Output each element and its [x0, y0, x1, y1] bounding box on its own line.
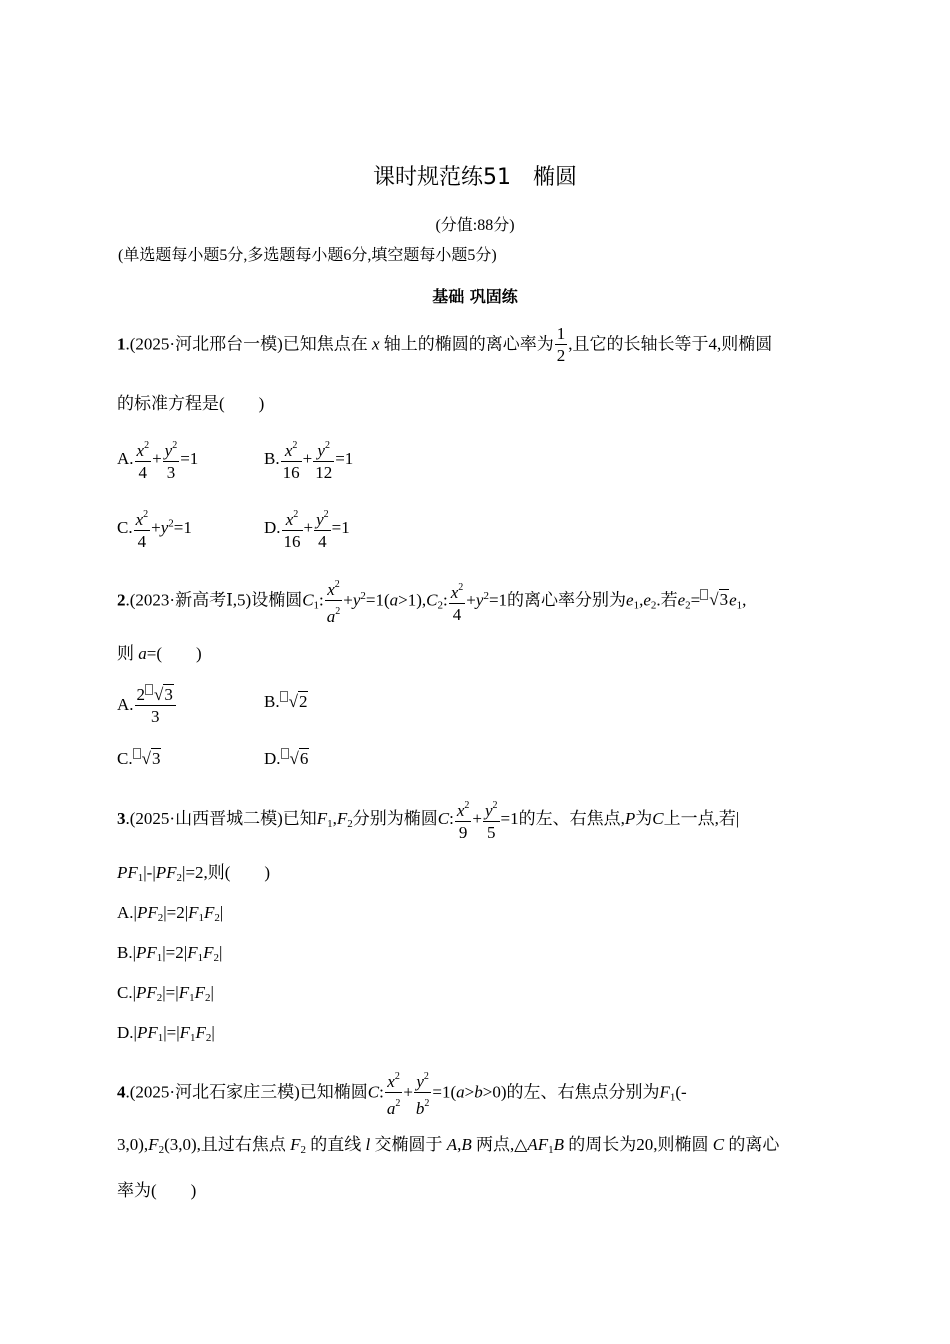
q2-option-a[interactable]: A. $\frac{2 √3}{3}$ [117, 684, 177, 728]
q2-line2: 则 a=( ) [117, 644, 202, 663]
q1-option-b[interactable]: B. $\frac{x^2}{16}$ + $\frac{y^2}{12}$ =1 [264, 436, 353, 484]
q1-option-a[interactable]: A. $\frac{x^2}{4}$ + $\frac{y^2}{3}$ =1 [117, 436, 198, 484]
q1-number: 1 [117, 334, 126, 354]
q2-option-d[interactable]: D. √6 [264, 749, 309, 768]
q4-line2: $3,0),F_2(3,0)$,且过右焦点 $F_2$ 的直线 l 交椭圆于 A,B 两点$,\triangle AF_1B$ 的周长为20,则椭圆 C 的离心 [117, 1135, 780, 1156]
q3-option-d[interactable]: $D.|PF_1|=|F_1F_2|$ [117, 1023, 215, 1044]
q2-number: 2 [117, 590, 126, 610]
q2-option-b[interactable]: B. √2 [264, 692, 308, 711]
q2-option-c[interactable]: C. √3 [117, 749, 161, 768]
scoring-rules: (单选题每小题5分,多选题每小题6分,填空题每小题5分) [118, 247, 497, 264]
q3-line2: $PF_1|-|PF_2|=2$,则( ) [117, 863, 271, 884]
q1-option-c[interactable]: C. $\frac{x^2}{4}$ $+y^2=1$ [117, 505, 192, 553]
page-title: 课时规范练51 椭圆 [373, 165, 577, 190]
q3-option-a[interactable]: $A.|PF_2|=2|F_1F_2|$ [117, 903, 224, 924]
section-heading: 基础 巩固练 [432, 287, 518, 306]
q4-line3: 率为( ) [117, 1181, 197, 1200]
q1-line1: 1.(2025·河北邢台一模)已知焦点在 x 轴上的椭圆的离心率为 $\frac{1}{2}$ ,且它的长轴长等于4,则椭圆 [117, 324, 773, 365]
q3-number: 3 [117, 808, 126, 828]
q2-line1: 2.(2023·新高考Ⅰ,5)设椭圆$C_1$: $\frac{x^2}{a^2}$ $+y^2=1(a>1),C_2$: $\frac{x^2}{4}$ $+y^2=1$的离心率分别为$e_1,e_2$.若$e_2= √3e_1$, [117, 575, 746, 628]
q4-line1: 4.(2025·河北石家庄三模)已知椭圆C: $\frac{x^2}{a^2}$ + $\frac{y^2}{b^2}$ =1(a>b>0)的左、右焦点分别为$F_1(-$ [117, 1067, 687, 1120]
q3-option-b[interactable]: $B.|PF_1|=2|F_1F_2|$ [117, 943, 223, 964]
q3-option-c[interactable]: $C.|PF_2|=|F_1F_2|$ [117, 983, 214, 1004]
q4-number: 4 [117, 1082, 126, 1102]
q1-line2: 的标准方程是( ) [117, 394, 265, 413]
q1-fraction: $\frac{1}{2}$ [556, 324, 566, 365]
score-total: (分值:88分) [435, 217, 515, 234]
q3-line1: 3.(2025·山西晋城二模)已知$F_1,F_2$分别为椭圆C: $\frac{x^2}{9}$ + $\frac{y^2}{5}$ =1的左、右焦点,P为C上一点,若| [117, 796, 739, 844]
q1-option-d[interactable]: D. $\frac{x^2}{16}$ + $\frac{y^2}{4}$ =1 [264, 505, 350, 553]
